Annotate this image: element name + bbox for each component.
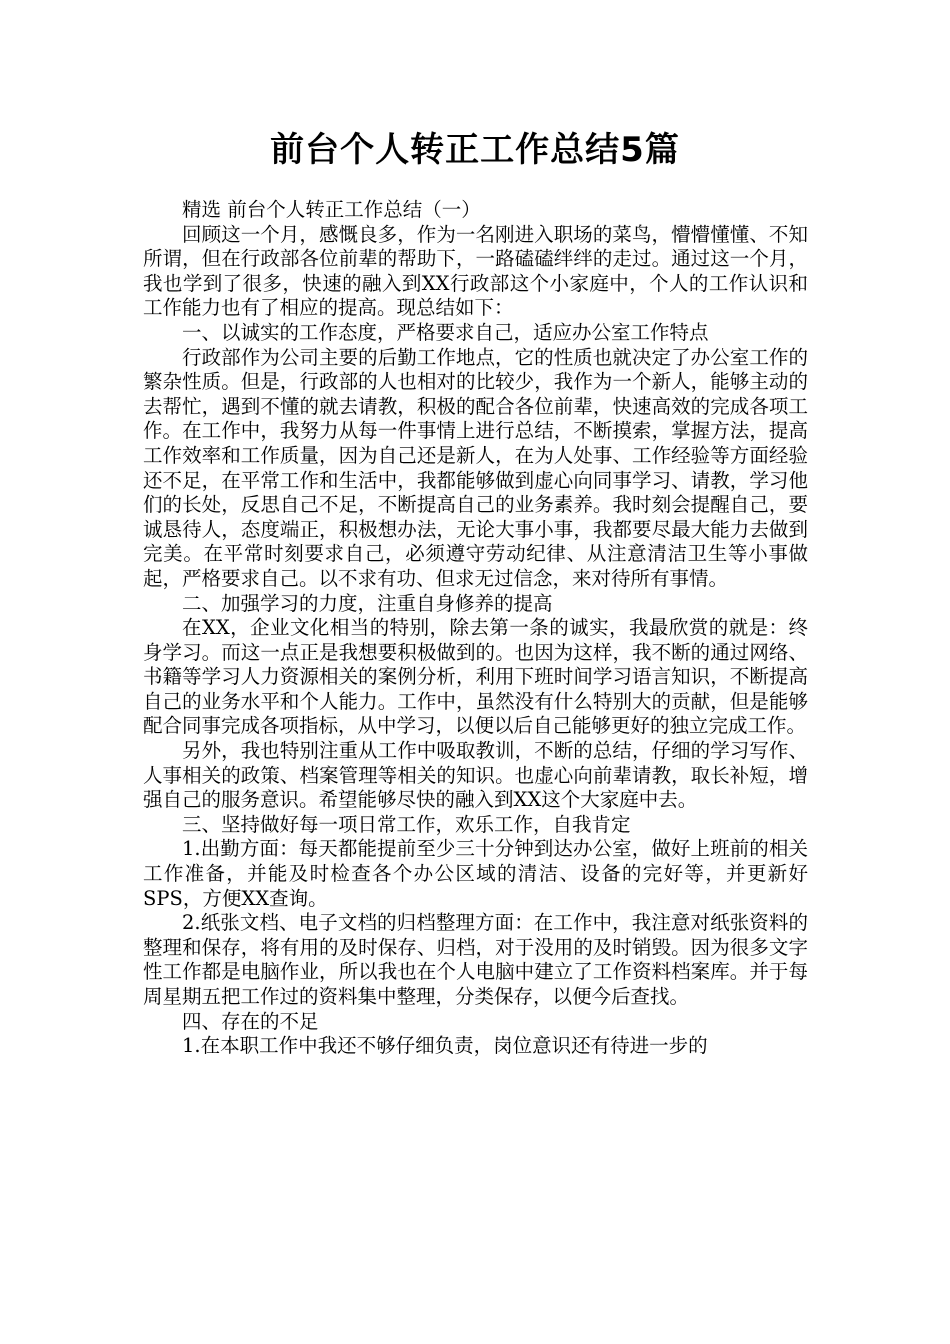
body-paragraph: 行政部作为公司主要的后勤工作地点，它的性质也就决定了办公室工作的繁杂性质。但是，行政部的人也相对的比较少，我作为一个新人，能够主动的去帮忙，遇到不懂的就去请教，积极的配合各位前辈，快速高效的完成各项工作。在工作中，我努力从每一件事情上进行总结，不断摸索，掌握方法，提高工作效率和工作质量，因为自己还是新人，在为人处事、工作经验等方面经验还不足，在平常工作和生活中，我都能够做到虚心向同事学习、请教，学习他们的长处，反思自己不足，不断提高自己的业务素养。我时刻会提醒自己，要诚恳待人，态度端正，积极想办法，无论大事小事，我都要尽最大能力去做到完美。在平常时刻要求自己，必须遵守劳动纪律、从注意清洁卫生等小事做起，严格要求自己。以不求有功、但求无过信念，来对待所有事情。: [143, 345, 808, 590]
body-paragraph: 回顾这一个月，感慨良多，作为一名刚进入职场的菜鸟，懵懵懂懂、不知所谓，但在行政部各位前辈的帮助下，一路磕磕绊绊的走过。通过这一个月，我也学到了很多，快速的融入到XX行政部这个小家庭中，个人的工作认识和工作能力也有了相应的提高。现总结如下：: [143, 222, 808, 320]
section-heading: 一、以诚实的工作态度，严格要求自己，适应办公室工作特点: [182, 320, 709, 344]
body-paragraph: 另外，我也特别注重从工作中吸取教训，不断的总结，仔细的学习写作、人事相关的政策、档案管理等相关的知识。也虚心向前辈请教，取长补短，增强自己的服务意识。希望能够尽快的融入到XX这个大家庭中去。: [143, 739, 808, 812]
document-title: 前台个人转正工作总结5篇: [270, 130, 680, 170]
list-item-paragraph: 1.出勤方面：每天都能提前至少三十分钟到达办公室，做好上班前的相关工作准备，并能及时检查各个办公区域的清洁、设备的完好等，并更新好SPS，方便XX查询。: [143, 837, 808, 910]
section-heading-selection: 精选 前台个人转正工作总结（一）: [182, 198, 481, 221]
section-heading: 三、坚持做好每一项日常工作，欢乐工作，自我肯定: [182, 812, 631, 836]
section-heading: 二、加强学习的力度，注重自身修养的提高: [182, 591, 553, 615]
list-item-paragraph: 1.在本职工作中我还不够仔细负责，岗位意识还有待进一步的: [182, 1034, 708, 1058]
document-body: [143, 198, 808, 1059]
list-item-paragraph: 2.纸张文档、电子文档的归档整理方面：在工作中，我注意对纸张资料的整理和保存，将有用的及时保存、归档，对于没用的及时销毁。因为很多文字性工作都是电脑作业，所以我也在个人电脑中建立了工作资料档案库。并于每周星期五把工作过的资料集中整理，分类保存，以便今后查找。: [143, 911, 808, 1008]
body-paragraph: 在XX，企业文化相当的特别，除去第一条的诚实，我最欣赏的就是：终身学习。而这一点正是我想要积极做到的。也因为这样，我不断的通过网络、书籍等学习人力资源相关的案例分析，利用下班时间学习语言知识，不断提高自己的业务水平和个人能力。工作中，虽然没有什么特别大的贡献，但是能够配合同事完成各项指标，从中学习，以便以后自己能够更好的独立完成工作。: [143, 616, 808, 738]
section-heading: 四、存在的不足: [182, 1009, 319, 1033]
